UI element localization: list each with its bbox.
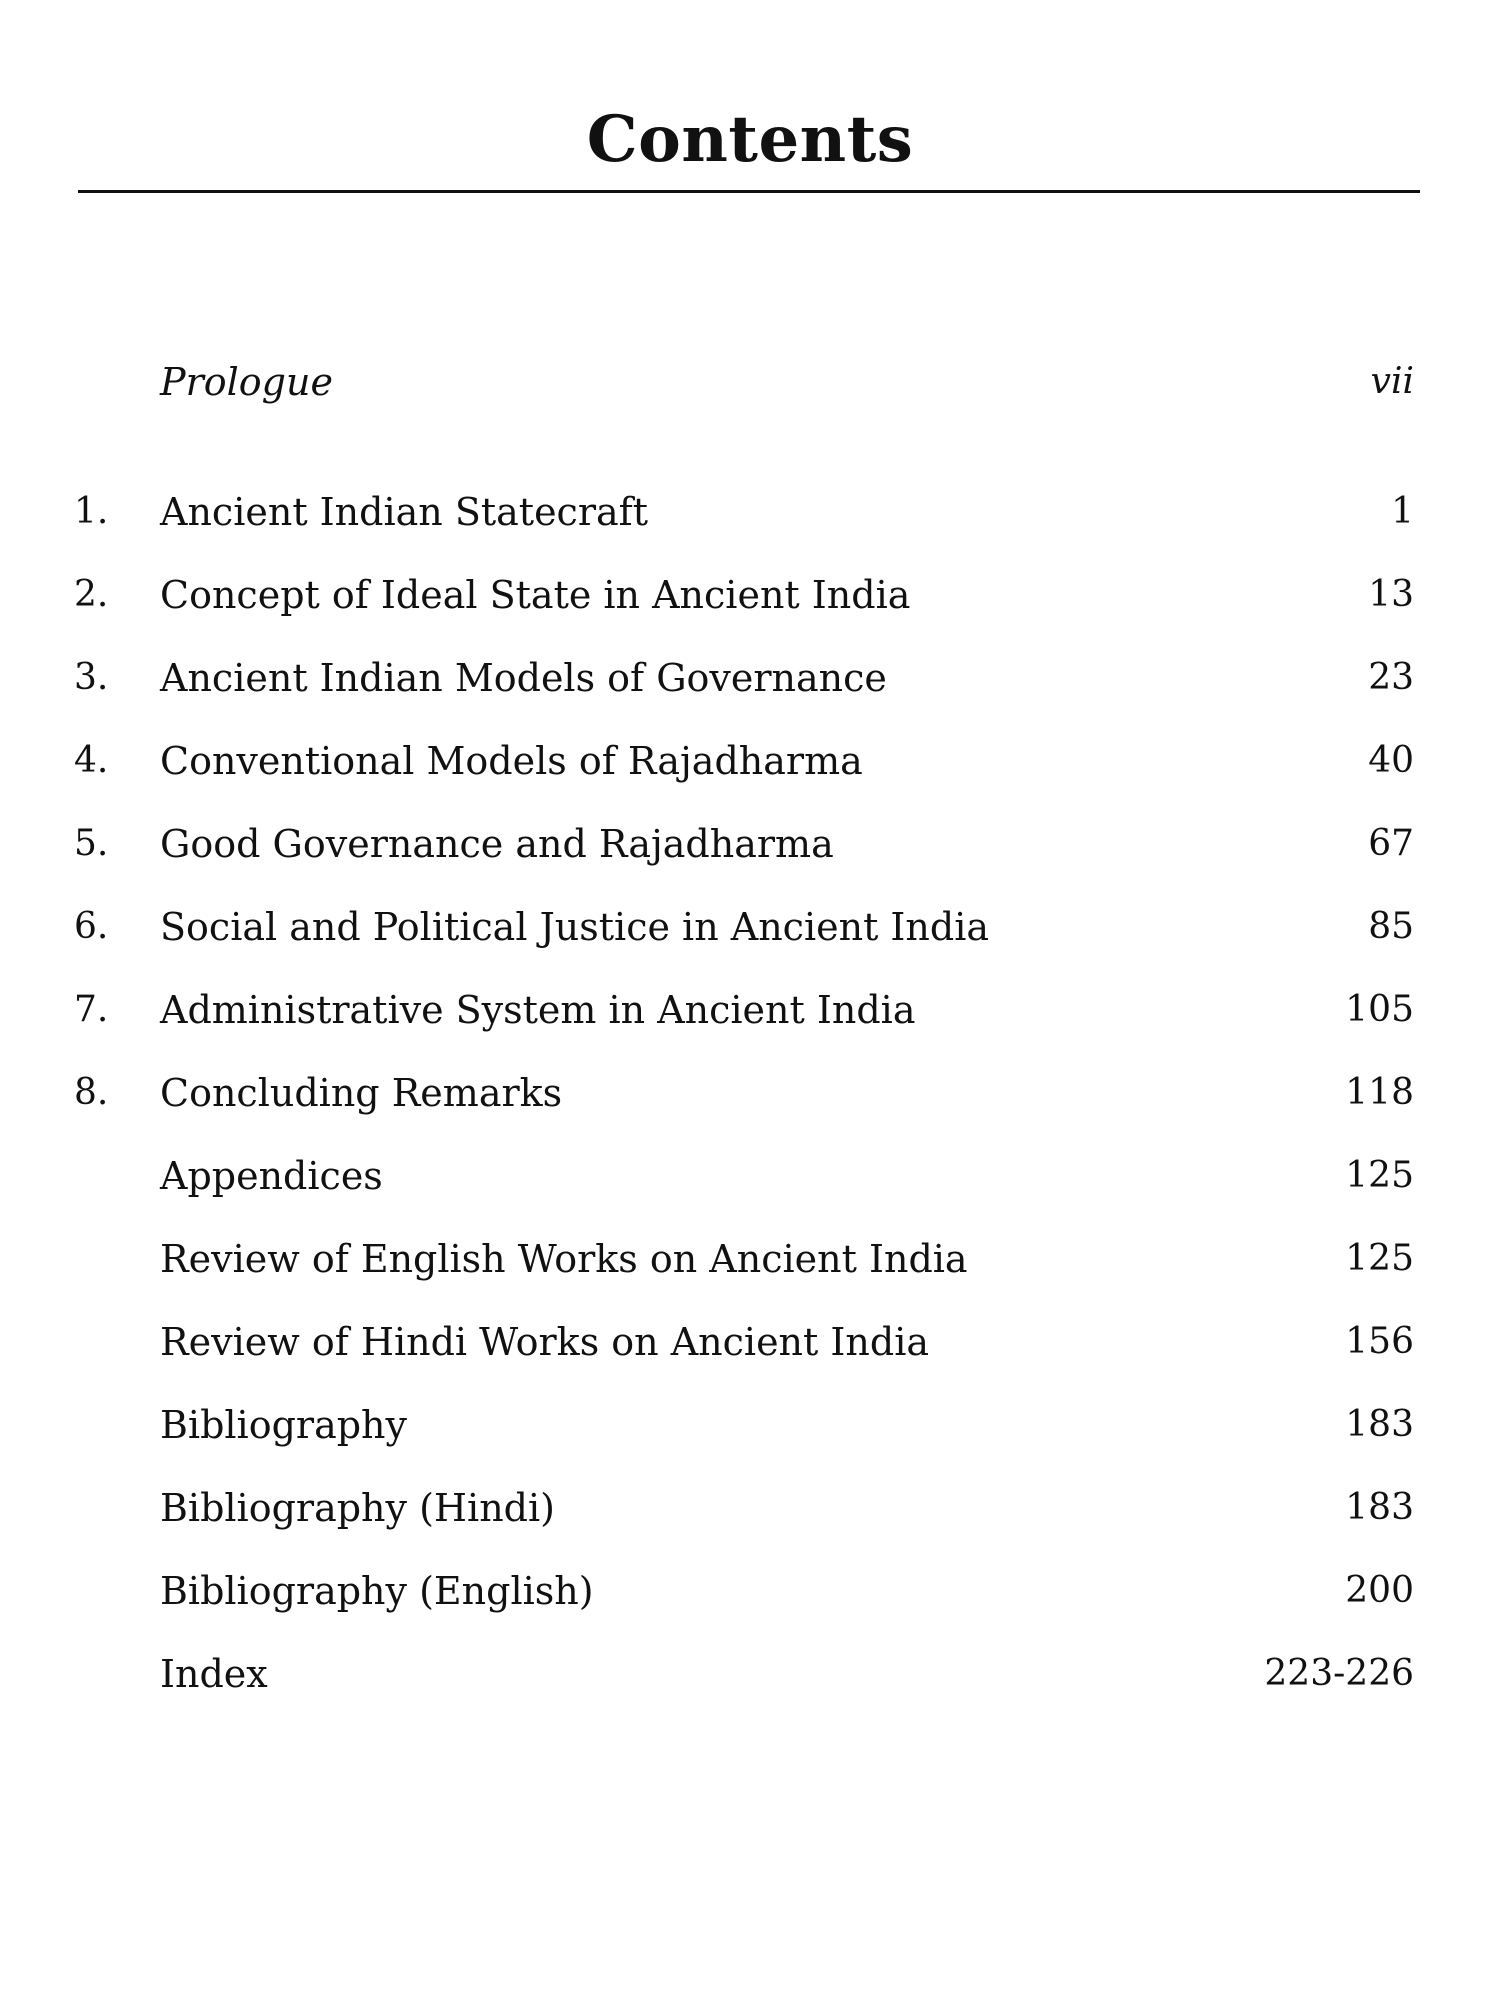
toc-entry-title: Concluding Remarks — [160, 1071, 563, 1115]
toc-entry-title: Appendices — [160, 1154, 383, 1198]
toc-entry-title: Index — [160, 1652, 268, 1696]
toc-entry-title: Bibliography (English) — [160, 1569, 594, 1613]
toc-entry-page: 223-226 — [1264, 1653, 1414, 1694]
toc-row — [0, 1561, 1500, 1621]
toc-entry-title: Good Governance and Rajadharma — [160, 822, 834, 866]
toc-entry-number: 8. — [74, 1072, 109, 1113]
toc-row — [0, 1395, 1500, 1455]
toc-entry-page: 40 — [1368, 740, 1414, 781]
toc-entry-title: Ancient Indian Models of Governance — [160, 656, 887, 700]
toc-row — [0, 1312, 1500, 1372]
toc-entry-title: Bibliography (Hindi) — [160, 1486, 555, 1530]
title-rule — [78, 190, 1420, 193]
toc-entry-title: Bibliography — [160, 1403, 407, 1447]
toc-entry-number: 7. — [74, 989, 109, 1030]
toc-row — [0, 980, 1500, 1040]
toc-row — [0, 897, 1500, 957]
toc-entry-number: 2. — [74, 574, 109, 615]
toc-entry-page: 13 — [1368, 574, 1414, 615]
toc-row — [0, 1644, 1500, 1704]
toc-row — [0, 1229, 1500, 1289]
toc-row — [0, 814, 1500, 874]
toc-entry-page: 183 — [1345, 1487, 1414, 1528]
toc-entry-page: 1 — [1391, 491, 1414, 532]
toc-entry-number: 5. — [74, 823, 109, 864]
toc-entry-page: 85 — [1368, 906, 1414, 947]
toc-entry-number: 3. — [74, 657, 109, 698]
toc-row — [0, 1146, 1500, 1206]
toc-row — [0, 648, 1500, 708]
page-title: Contents — [586, 102, 914, 177]
toc-entry-page: 118 — [1345, 1072, 1414, 1113]
toc-row — [0, 565, 1500, 625]
toc-entry-page: 183 — [1345, 1404, 1414, 1445]
toc-entry-title: Administrative System in Ancient India — [160, 988, 916, 1032]
toc-entry-page: 125 — [1345, 1238, 1414, 1279]
toc-row-prologue — [0, 352, 1500, 412]
toc-entry-page: 200 — [1345, 1570, 1414, 1611]
toc-entry-title: Prologue — [160, 360, 333, 404]
toc-entry-title: Social and Political Justice in Ancient India — [160, 905, 990, 949]
toc-entry-title: Review of English Works on Ancient India — [160, 1237, 968, 1281]
toc-row — [0, 482, 1500, 542]
toc-entry-number: 6. — [74, 906, 109, 947]
toc-entry-number: 1. — [74, 491, 109, 532]
toc-entry-title: Ancient Indian Statecraft — [160, 490, 648, 534]
toc-entry-page: 105 — [1345, 989, 1414, 1030]
toc-entry-page: 125 — [1345, 1155, 1414, 1196]
toc-row — [0, 1478, 1500, 1538]
toc-entry-page: vii — [1370, 361, 1414, 402]
toc-row — [0, 731, 1500, 791]
toc-entry-page: 23 — [1368, 657, 1414, 698]
toc-entry-title: Review of Hindi Works on Ancient India — [160, 1320, 929, 1364]
toc-entry-number: 4. — [74, 740, 109, 781]
toc-entry-page: 156 — [1345, 1321, 1414, 1362]
toc-entry-title: Conventional Models of Rajadharma — [160, 739, 863, 783]
toc-entry-page: 67 — [1368, 823, 1414, 864]
toc-entry-title: Concept of Ideal State in Ancient India — [160, 573, 911, 617]
toc-row — [0, 1063, 1500, 1123]
